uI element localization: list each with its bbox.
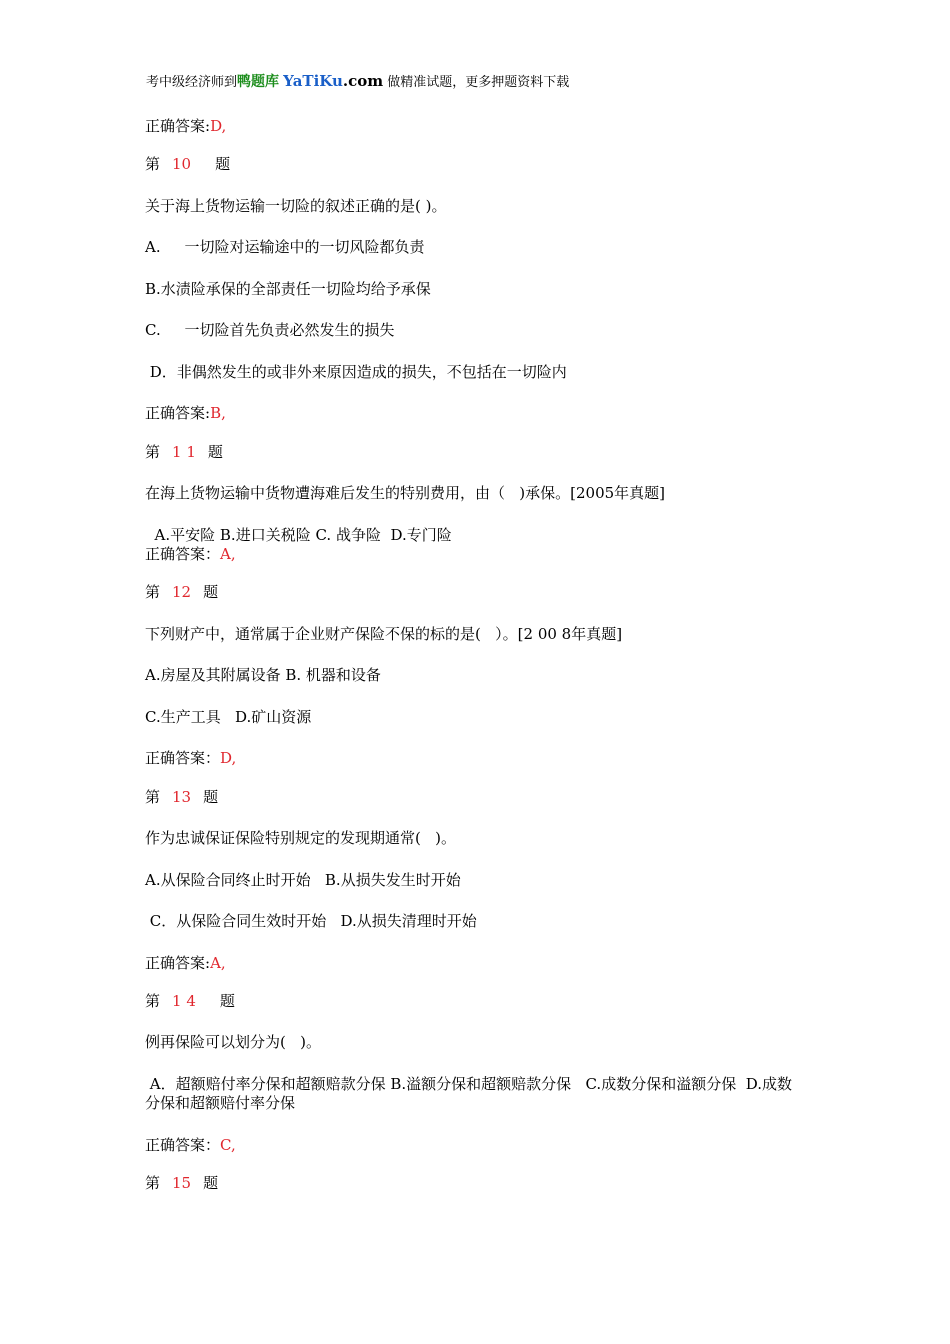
question-number [145,443,223,461]
answer-value: D, [220,749,237,767]
site-link[interactable] [283,72,383,90]
answer-value: D, [210,117,227,135]
question-prefix: 第 [145,992,161,1010]
option-a: A. 一切险对运输途中的一切风险都负责 [145,238,425,256]
options-cd: C.生产工具 D.矿山资源 [145,708,312,726]
answer-label: 正确答案： [145,1136,221,1154]
question-stem: 下列财产中，通常属于企业财产保险不保的标的是( ）。[2 00 8年真题] [145,625,623,643]
answer-line [145,545,236,563]
site-name: YaTiKu [283,72,343,90]
question-number [145,583,218,601]
answer-value: C, [220,1136,236,1154]
question-suffix: 题 [207,443,223,461]
question-suffix: 题 [219,992,235,1010]
question-number [145,1174,218,1192]
answer-label: 正确答案: [145,404,211,422]
options-cd: C．从保险合同生效时开始 D.从损失清理时开始 [145,912,477,930]
answer-value: A, [210,954,226,972]
answer-line [145,954,226,972]
question-number [145,155,230,173]
question-stem: 在海上货物运输中货物遭海难后发生的特别费用，由（ )承保。[2005年真题] [145,484,666,502]
options-ab: A.房屋及其附属设备 B. 机器和设备 [145,666,381,684]
question-suffix: 题 [203,788,219,806]
question-num: 15 [172,1174,192,1192]
question-stem: 关于海上货物运输一切险的叙述正确的是( )。 [145,197,447,215]
option-d: D．非偶然发生的或非外来原因造成的损失，不包括在一切险内 [145,363,567,381]
answer-value: B, [210,404,226,422]
site-domain: .com [342,72,384,90]
question-num: 13 [172,788,192,806]
question-prefix: 第 [145,443,161,461]
answer-line [145,117,226,135]
brand-name: 鸭题库 [237,74,280,90]
question-prefix: 第 [145,583,161,601]
options-ab: A.从保险合同终止时开始 B.从损失发生时开始 [145,871,461,889]
question-suffix: 题 [203,1174,219,1192]
question-number [145,992,235,1010]
question-prefix: 第 [145,788,161,806]
question-stem: 作为忠诚保证保险特别规定的发现期通常( )。 [145,829,457,847]
option-c: C. 一切险首先负责必然发生的损失 [145,321,395,339]
question-num: 10 [172,155,192,173]
question-num: 12 [172,583,192,601]
question-prefix: 第 [145,155,161,173]
question-number [145,788,218,806]
page-header [146,71,569,91]
question-suffix: 题 [215,155,231,173]
header-prefix: 考中级经济师到 [146,75,238,90]
options: A.平安险 B.进口关税险 C. 战争险 D.专门险 [145,526,452,544]
question-suffix: 题 [203,583,219,601]
answer-line [145,749,236,767]
question-num: 1 1 [172,443,196,461]
answer-value: A, [220,545,236,563]
answer-label: 正确答案： [145,749,221,767]
question-num: 1 4 [172,992,196,1010]
answer-label: 正确答案: [145,117,211,135]
answer-label: 正确答案: [145,954,211,972]
answer-line [145,404,226,422]
question-prefix: 第 [145,1174,161,1192]
question-stem: 例再保险可以划分为( )。 [145,1033,322,1051]
option-b: B.水渍险承保的全部责任一切险均给予承保 [145,280,431,298]
answer-line [145,1136,236,1154]
answer-label: 正确答案： [145,545,221,563]
header-suffix: 做精准试题，更多押题资料下载 [387,75,570,90]
options: A．超额赔付率分保和超额赔款分保 B.溢额分保和超额赔款分保 C.成数分保和溢额分保 D.成数分保和超额赔付率分保 [145,1075,792,1112]
